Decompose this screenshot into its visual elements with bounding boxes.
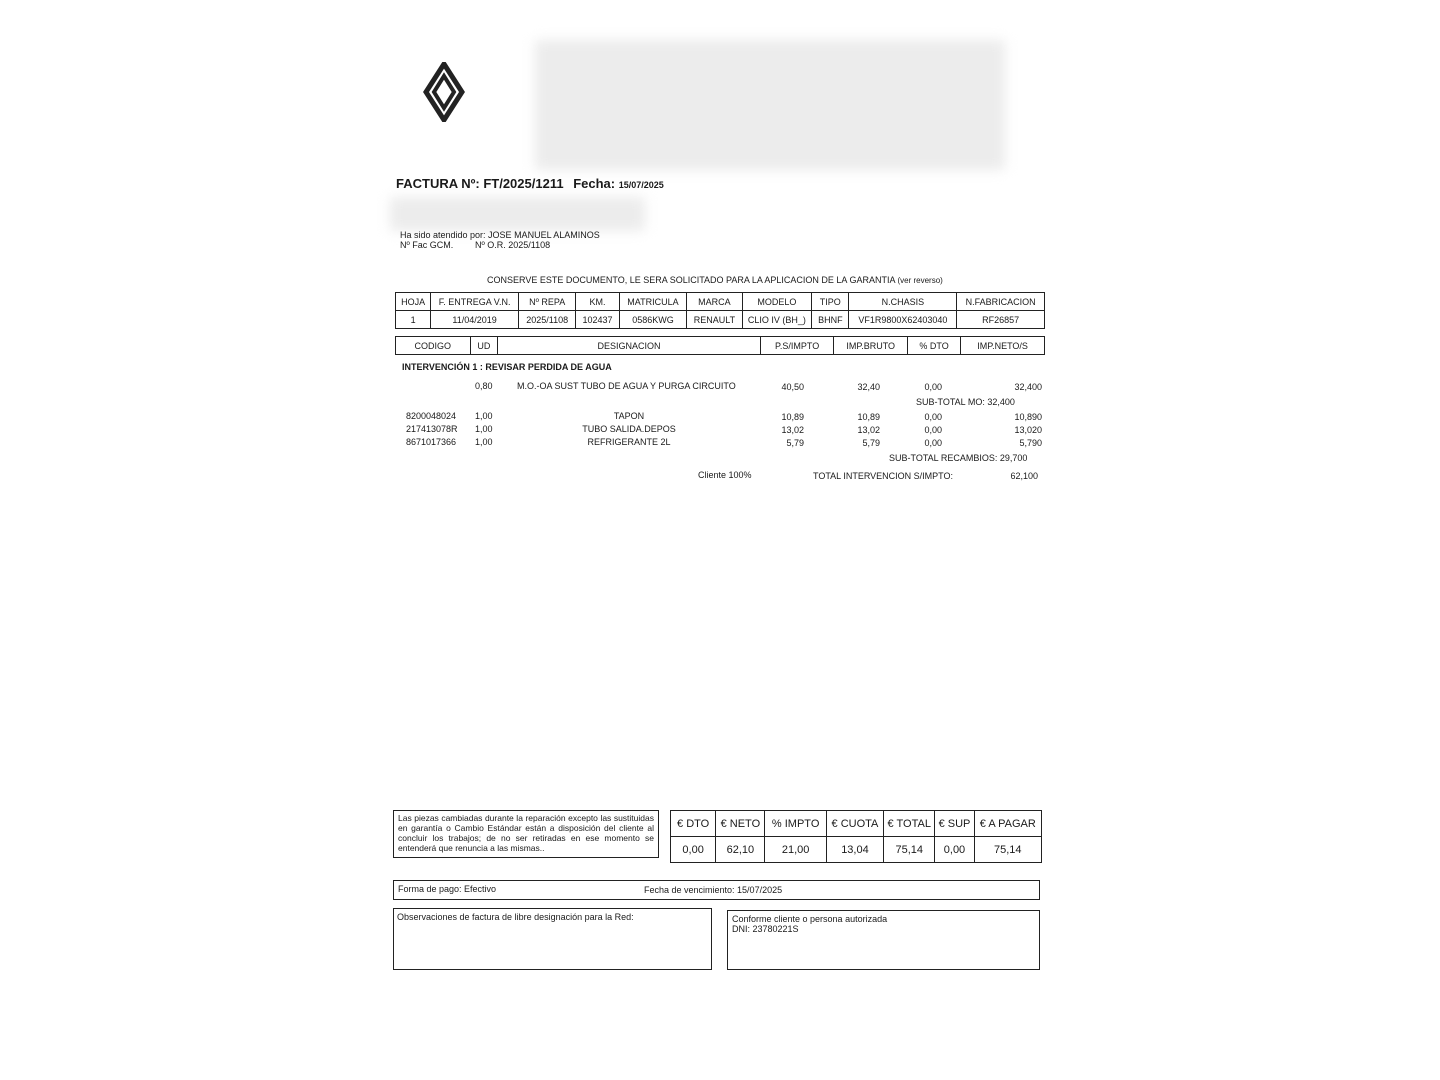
value-cell: RF26857 [957, 311, 1045, 329]
total-neto: 62,10 [716, 837, 765, 863]
col-ud: UD [470, 337, 498, 355]
total-intervention-label: TOTAL INTERVENCION S/IMPTO: [813, 471, 954, 481]
signature-dni: DNI: 23780221S [732, 924, 799, 934]
invoice-title [396, 176, 664, 191]
value-cell: 1 [396, 311, 431, 329]
part-code: 8671017366 [406, 437, 457, 447]
col-dto: % DTO [908, 337, 961, 355]
vehicle-header-row [396, 293, 1045, 311]
vehicle-value-row [396, 311, 1045, 329]
totals-value-row [671, 837, 1042, 863]
labour-dto: 0,00 [924, 382, 942, 392]
part-net: 13,020 [1014, 425, 1042, 435]
total-dto: 0,00 [671, 837, 716, 863]
labour-desc: M.O.-OA SUST TUBO DE AGUA Y PURGA CIRCUITO [517, 381, 736, 391]
part-ud: 1,00 [475, 437, 493, 447]
part-net: 5,790 [1019, 438, 1042, 448]
col-designacion: DESIGNACION [498, 337, 761, 355]
part-price: 10,89 [781, 412, 804, 422]
total-impto-pct: 21,00 [765, 837, 826, 863]
value-cell: 11/04/2019 [431, 311, 519, 329]
vehicle-info-table [395, 292, 1045, 329]
payment-box [393, 880, 1040, 900]
total-cuota: 13,04 [826, 837, 883, 863]
totals-header-cell: € CUOTA [826, 811, 883, 837]
col-imp-neto: IMP.NETO/S [961, 337, 1045, 355]
header-cell: KM. [576, 293, 619, 311]
legal-notice-box: Las piezas cambiadas durante la reparación excepto las sustituidas en garantía o Cambio Estándar están a disposición del cliente al concluir los trabajos; de no ser retiradas en ese momento se entenderá que renuncia a las mismas.. [393, 810, 659, 858]
totals-header-cell: € DTO [671, 811, 716, 837]
header-cell: Nº REPA [518, 293, 575, 311]
part-code: 8200048024 [406, 411, 457, 421]
subtotal-mo: SUB-TOTAL MO: 32,400 [916, 397, 1015, 407]
value-cell: 102437 [576, 311, 619, 329]
part-gross: 10,89 [857, 412, 880, 422]
totals-header-row [671, 811, 1042, 837]
date-value: 15/07/2025 [618, 180, 664, 190]
due-date: Fecha de vencimiento: 15/07/2025 [644, 885, 783, 895]
attended-by: Ha sido atendido por: JOSE MANUEL ALAMINOS [400, 230, 600, 240]
labour-price: 40,50 [781, 382, 804, 392]
client-percentage: Cliente 100% [698, 470, 752, 480]
value-cell: 0586KWG [619, 311, 687, 329]
observations-box [393, 908, 712, 970]
invoice-label: FACTURA Nº: [396, 176, 480, 191]
totals-header-cell: € A PAGAR [974, 811, 1041, 837]
value-cell: VF1R9800X62403040 [849, 311, 957, 329]
labour-net: 32,400 [1014, 382, 1042, 392]
signature-label: Conforme cliente o persona autorizada [732, 914, 888, 924]
value-cell: BHNF [812, 311, 849, 329]
observations-label: Observaciones de factura de libre designación para la Red: [397, 912, 634, 922]
col-codigo: CODIGO [396, 337, 471, 355]
subtotal-recambios: SUB-TOTAL RECAMBIOS: 29,700 [889, 453, 1028, 463]
totals-header-cell: € NETO [716, 811, 765, 837]
part-desc: TAPON [613, 411, 645, 421]
part-gross: 13,02 [857, 425, 880, 435]
part-ud: 1,00 [475, 424, 493, 434]
totals-header-cell: € SUP [935, 811, 974, 837]
payment-method: Forma de pago: Efectivo [398, 884, 497, 894]
total-a-pagar: 75,14 [974, 837, 1041, 863]
header-cell: TIPO [812, 293, 849, 311]
total-sup: 0,00 [935, 837, 974, 863]
totals-table [670, 810, 1042, 863]
redacted-customer-info [390, 197, 645, 231]
fac-gcm-label: Nº Fac GCM. [400, 240, 454, 250]
header-cell: N.CHASIS [849, 293, 957, 311]
part-dto: 0,00 [924, 438, 942, 448]
totals-header-cell: % IMPTO [765, 811, 826, 837]
header-cell: MODELO [742, 293, 812, 311]
invoice-number: FT/2025/1211 [483, 176, 564, 191]
header-cell: N.FABRICACION [957, 293, 1045, 311]
col-p-s-impto: P.S/IMPTO [760, 337, 834, 355]
totals-header-cell: € TOTAL [884, 811, 935, 837]
header-cell: F. ENTREGA V.N. [431, 293, 519, 311]
part-dto: 0,00 [924, 425, 942, 435]
intervention-title: INTERVENCIÓN 1 : REVISAR PERDIDA DE AGUA [402, 362, 612, 372]
renault-logo [422, 62, 466, 122]
part-ud: 1,00 [475, 411, 493, 421]
total-total: 75,14 [884, 837, 935, 863]
part-price: 5,79 [786, 438, 804, 448]
warranty-notice: CONSERVE ESTE DOCUMENTO, LE SERA SOLICITADO PARA LA APLICACION DE LA GARANTIA (ver reverso) [487, 275, 943, 285]
total-intervention-value: 62,100 [1010, 471, 1038, 481]
part-desc: TUBO SALIDA.DEPOS [582, 424, 676, 434]
date-label: Fecha: [573, 176, 616, 191]
part-dto: 0,00 [924, 412, 942, 422]
or-number: Nº O.R. 2025/1108 [475, 240, 551, 250]
part-desc: REFRIGERANTE 2L [587, 437, 671, 447]
part-net: 10,890 [1014, 412, 1042, 422]
value-cell: CLIO IV (BH_) [742, 311, 812, 329]
part-code: 217413078R [406, 424, 458, 434]
header-cell: MARCA [687, 293, 742, 311]
part-gross: 5,79 [862, 438, 880, 448]
header-cell: MATRICULA [619, 293, 687, 311]
value-cell: RENAULT [687, 311, 742, 329]
part-price: 13,02 [781, 425, 804, 435]
value-cell: 2025/1108 [518, 311, 575, 329]
redacted-dealer-header [535, 40, 1005, 170]
signature-box [727, 910, 1040, 970]
line-items-header [395, 336, 1045, 355]
col-imp-bruto: IMP.BRUTO [834, 337, 908, 355]
header-cell: HOJA [396, 293, 431, 311]
labour-gross: 32,40 [857, 382, 880, 392]
labour-ud: 0,80 [475, 381, 493, 391]
